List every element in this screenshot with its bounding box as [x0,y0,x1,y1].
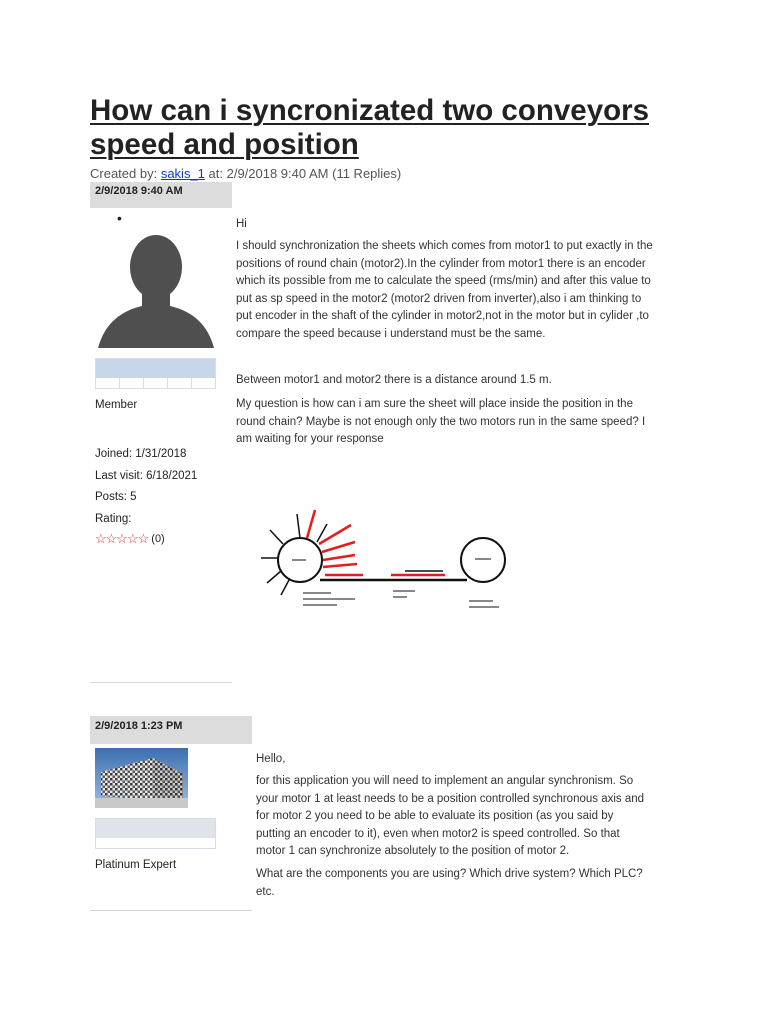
post-divider [90,682,232,683]
rating-stars[interactable] [95,531,165,547]
diagram-labels [292,558,499,608]
post-paragraph: What are the components you are using? Which drive system? Which PLC? etc. [256,868,643,898]
author-link[interactable]: sakis_1 [160,166,205,181]
created-by-line [90,166,401,181]
post-date-bar: 2/9/2018 1:23 PM [90,716,252,744]
post-date-bar: 2/9/2018 9:40 AM [90,182,232,208]
building-avatar-image [95,748,188,808]
bullet-icon: • [117,210,122,226]
created-suffix: at: 2/9/2018 9:40 AM (11 Replies) [208,166,402,181]
motor1-cylinder [261,514,327,595]
expert-rank: Platinum Expert [95,859,177,871]
post-count: Posts: 5 [95,491,137,503]
post-paragraph: Between motor1 and motor2 there is a distance around 1.5 m. [236,374,552,386]
rank-meter [95,818,216,849]
joined-date: Joined: 1/31/2018 [95,448,187,460]
post-paragraph: for this application you will need to implement an angular synchronism. So your motor 1 at least needs to be a position controlled synchronous axis and for motor 2 you need to be able to evaluate its position (as you said by putting an encoder to it), even when motor2 is speed controlled. So that motor 1 can synchronize absolutely to the position of motor 2. [256,775,645,857]
conveyor-diagram-image [255,500,515,620]
last-visit: Last visit: 6/18/2021 [95,470,198,482]
post-divider [90,910,252,911]
star-icon: ☆☆☆☆☆ [95,531,149,546]
default-avatar-icon [95,222,217,348]
red-sheets [307,510,445,575]
member-rank: Member [95,399,138,411]
post-greeting: Hi [236,218,247,230]
rating-label: Rating: [95,513,132,525]
rating-count: (0) [151,533,165,545]
rank-meter [95,358,216,389]
post-paragraph: I should synchronization the sheets which comes from motor1 to put exactly in the positions of round chain (motor2).In the cylinder from motor1 there is an encoder which its possible from me to calculate the speed (rms/min) and after this value to put as sp speed in the motor2 (motor2 driven from inverter),also i am thinking to put encoder in the shaft of the cylinder in motor2,not in the motor but in cylider ,to compare the speed because i understand must be the same. [236,240,653,340]
created-prefix: Created by: [90,166,158,181]
post-greeting: Hello, [256,753,286,765]
post-paragraph: My question is how can i am sure the sheet will place inside the position in the round chain? Maybe is not enough only the two motors run in the same speed? I am waiting for your response [236,398,646,445]
thread-title: How can i syncronizated two conveyors speed and position [90,94,650,161]
